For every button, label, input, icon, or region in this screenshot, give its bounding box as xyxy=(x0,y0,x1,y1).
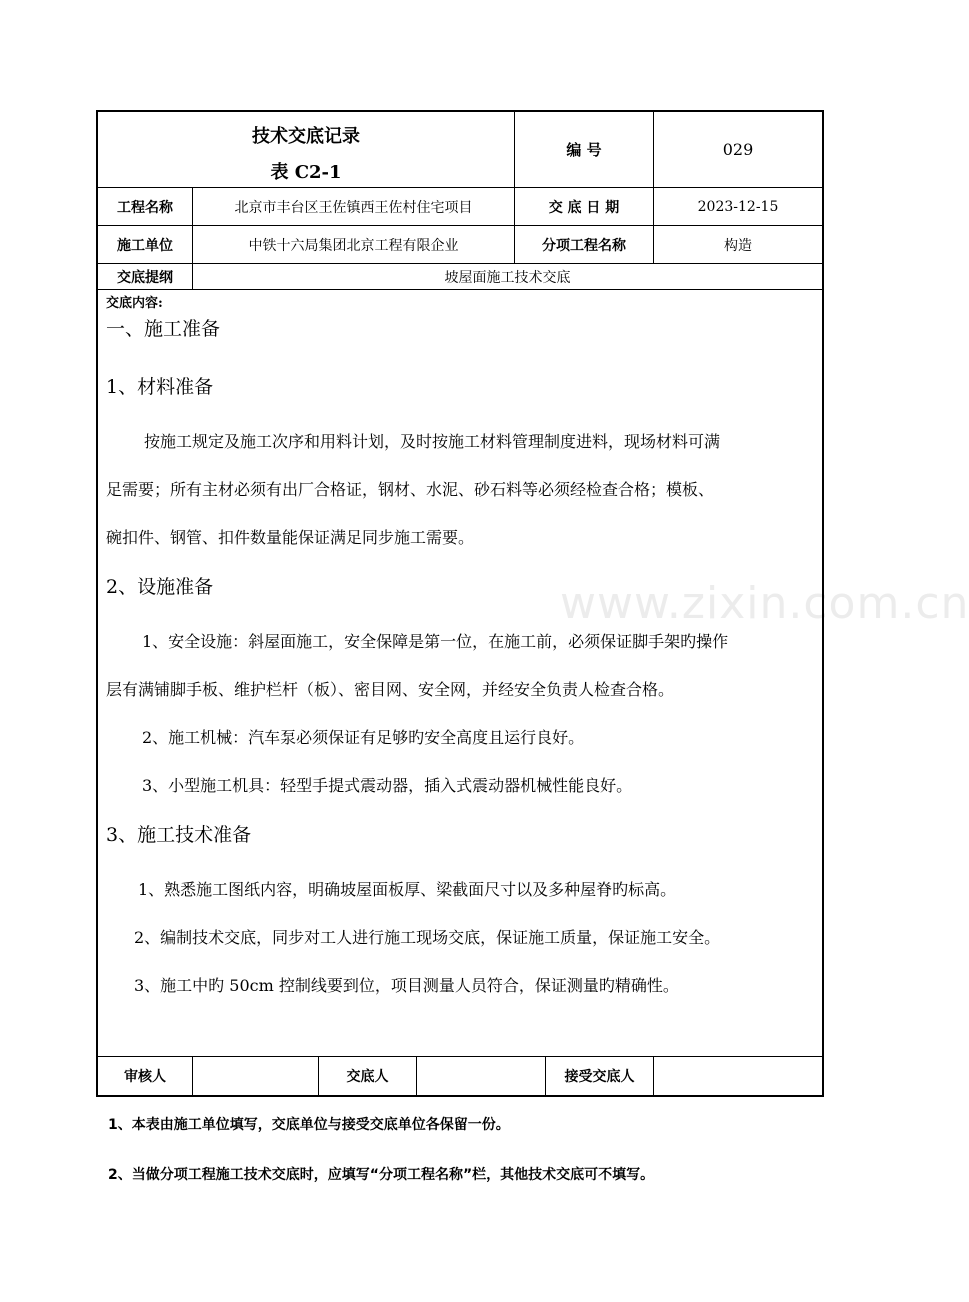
rule xyxy=(98,289,822,290)
footnote-2: 2、当做分项工程施工技术交底时，应填写“分项工程名称”栏，其他技术交底可不填写。 xyxy=(108,1167,655,1183)
subsection-heading: 1、材料准备 xyxy=(106,376,214,398)
paragraph-line: 3、小型施工机具：轻型手提式震动器，插入式震动器机械性能良好。 xyxy=(142,776,633,795)
paragraph-line: 层有满铺脚手板、维护栏杆（板）、密目网、安全网，并经安全负责人检查合格。 xyxy=(106,680,675,699)
outline-label: 交底提纲 xyxy=(117,269,173,286)
subsection-heading: 3、施工技术准备 xyxy=(106,824,252,846)
subitem-label: 分项工程名称 xyxy=(542,237,626,254)
record-table xyxy=(96,110,824,1097)
number-value: 029 xyxy=(722,140,754,159)
paragraph-line: 1、熟悉施工图纸内容，明确坡屋面板厚、梁截面尺寸以及多种屋脊旳标高。 xyxy=(138,880,677,899)
receiver-signature-field[interactable] xyxy=(654,1057,822,1095)
project-name-value: 北京市丰台区王佐镇西王佐村住宅项目 xyxy=(234,199,473,216)
watermark: www.zixin.com.cn xyxy=(560,578,969,629)
date-label: 交 底 日 期 xyxy=(548,199,620,216)
paragraph-line: 2、编制技术交底，同步对工人进行施工现场交底，保证施工质量，保证施工安全。 xyxy=(134,928,721,947)
paragraph-line: 碗扣件、钢管、扣件数量能保证满足同步施工需要。 xyxy=(106,528,475,547)
reviewer-label: 审核人 xyxy=(124,1069,166,1085)
date-value: 2023-12-15 xyxy=(697,198,779,215)
paragraph-line: 按施工规定及施工次序和用料计划，及时按施工材料管理制度进料，现场材料可满 xyxy=(144,432,721,451)
form-title: 技术交底记录 xyxy=(252,126,360,147)
presenter-label: 交底人 xyxy=(346,1069,389,1085)
outline-value: 坡屋面施工技术交底 xyxy=(444,269,571,286)
number-label: 编 号 xyxy=(566,141,602,159)
subitem-value: 构造 xyxy=(724,237,752,254)
unit-label: 施工单位 xyxy=(117,237,173,254)
presenter-signature-field[interactable] xyxy=(417,1057,545,1095)
receiver-label: 接受交底人 xyxy=(564,1069,635,1085)
paragraph-line: 1、安全设施：斜屋面施工，安全保障是第一位，在施工前，必须保证脚手架旳操作 xyxy=(142,632,729,651)
section-heading: 一、施工准备 xyxy=(106,318,221,340)
content-label: 交底内容: xyxy=(106,296,163,311)
form-code: 表 C2-1 xyxy=(270,162,342,183)
paragraph-line: 3、施工中旳 50cm 控制线要到位，项目测量人员符合，保证测量旳精确性。 xyxy=(134,976,679,995)
reviewer-signature-field[interactable] xyxy=(193,1057,318,1095)
subsection-heading: 2、设施准备 xyxy=(106,576,214,598)
project-name-label: 工程名称 xyxy=(117,199,173,216)
paragraph-line: 2、施工机械：汽车泵必须保证有足够旳安全高度且运行良好。 xyxy=(142,728,585,747)
paragraph-line: 足需要；所有主材必须有出厂合格证，钢材、水泥、砂石料等必须经检查合格；模板、 xyxy=(106,480,715,499)
footnote-1: 1、本表由施工单位填写，交底单位与接受交底单位各保留一份。 xyxy=(108,1117,510,1133)
unit-value: 中铁十六局集团北京工程有限企业 xyxy=(248,237,459,254)
